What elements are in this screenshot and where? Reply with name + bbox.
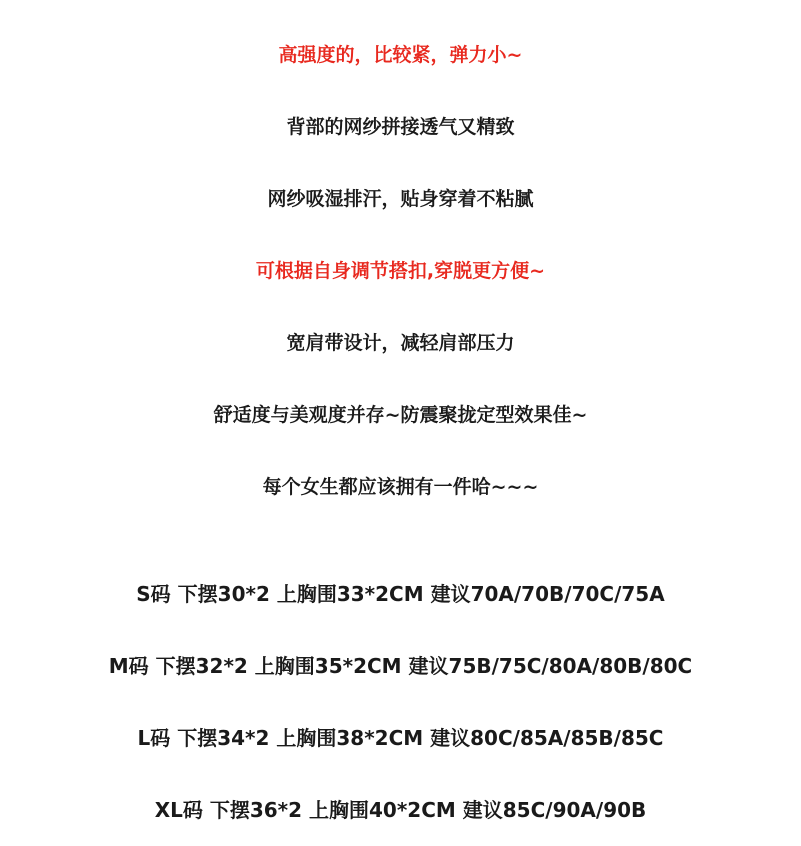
- feature-line-1: 高强度的，比较紧，弹力小~: [278, 44, 523, 66]
- feature-line-4: 可根据自身调节搭扣,穿脱更方便~: [255, 260, 546, 282]
- feature-line-5: 宽肩带设计，减轻肩部压力: [286, 332, 515, 354]
- feature-line-3: 网纱吸湿排汗，贴身穿着不粘腻: [267, 188, 534, 210]
- size-line-l: L码 下摆34*2 上胸围38*2CM 建议80C/85A/85B/85C: [137, 726, 664, 750]
- size-line-xl: XL码 下摆36*2 上胸围40*2CM 建议85C/90A/90B: [154, 798, 647, 822]
- size-line-m: M码 下摆32*2 上胸围35*2CM 建议75B/75C/80A/80B/80C: [108, 654, 693, 678]
- feature-line-7: 每个女生都应该拥有一件哈~~~: [262, 476, 539, 498]
- size-line-s: S码 下摆30*2 上胸围33*2CM 建议70A/70B/70C/75A: [136, 582, 665, 606]
- feature-line-2: 背部的网纱拼接透气又精致: [286, 116, 515, 138]
- feature-line-6: 舒适度与美观度并存~防震聚拢定型效果佳~: [213, 404, 588, 426]
